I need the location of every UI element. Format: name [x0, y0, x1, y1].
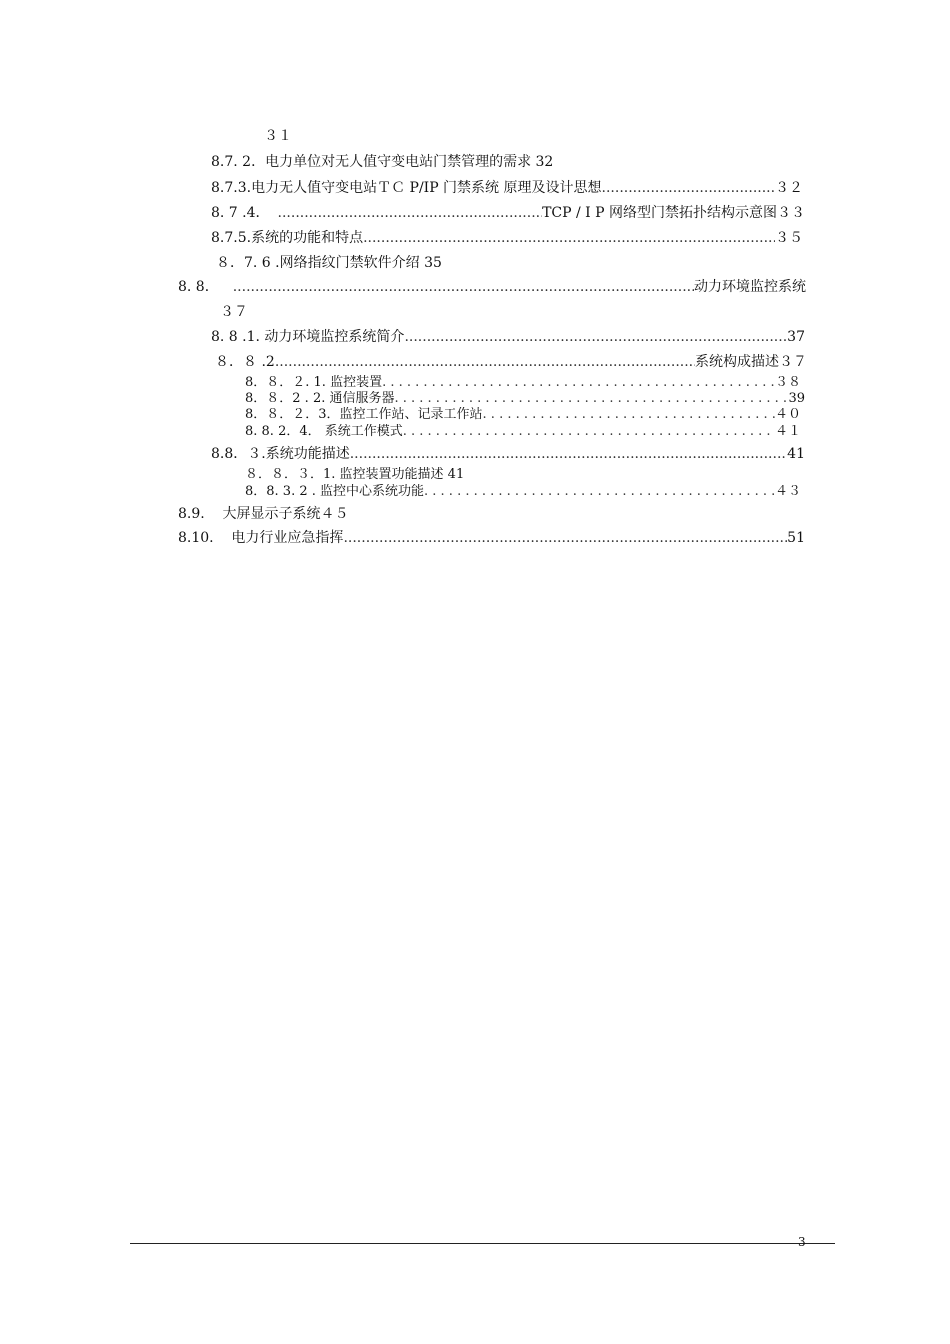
toc-label: 动力环境监控系统 — [694, 279, 806, 295]
toc-label: 8．８．２．3．监控工作站、记录工作站 — [245, 407, 483, 422]
toc-label: 8.8．３.系统功能描述 — [211, 446, 350, 462]
toc-entry-8-9[interactable] — [178, 505, 349, 523]
toc-leader — [233, 278, 694, 296]
toc-text: ８．7. 6 .网络指纹门禁软件介绍 35 — [216, 255, 442, 271]
toc-entry-8-8-2-3[interactable] — [245, 407, 801, 423]
toc-label: 8.7.3.电力无人值守变电站ＴＣ P/IP 门禁系统 原理及设计思想 — [211, 180, 602, 196]
toc-label: 8. 8 .1. 动力环境监控系统简介 — [211, 329, 405, 345]
toc-leader — [403, 424, 775, 440]
toc-number: ８．８ .2 — [215, 354, 275, 370]
toc-page: ３８ — [774, 375, 801, 390]
toc-page: ４３ — [774, 484, 801, 499]
footer-divider — [130, 1243, 835, 1244]
toc-leader — [483, 407, 775, 423]
toc-entry-8-7-2[interactable] — [211, 153, 553, 171]
toc-page: 37 — [787, 329, 805, 345]
toc-entry-8-8-2-2[interactable] — [245, 391, 805, 407]
toc-leader — [363, 229, 775, 247]
toc-page: ３２ — [775, 180, 803, 196]
toc-text: ３７ — [220, 304, 248, 320]
toc-label: 8．８．2 . 2. 通信服务器 — [245, 391, 395, 406]
toc-entry-8-8-3[interactable] — [211, 445, 805, 463]
toc-number: 8. 7 .4． — [211, 205, 270, 221]
toc-leader — [394, 391, 788, 407]
toc-label: 8.10. 电力行业应急指挥 — [178, 530, 344, 546]
toc-entry-8-8-2[interactable] — [215, 353, 807, 371]
toc-entry-8-7-6[interactable] — [216, 254, 442, 272]
toc-text: 8.9. 大屏显示子系统４５ — [178, 506, 349, 522]
toc-label: 8.7.5.系统的功能和特点 — [211, 230, 364, 246]
toc-number: 8. 8． — [178, 279, 219, 295]
toc-label: 系统构成描述３７ — [695, 354, 807, 370]
page-number: 3 — [798, 1235, 806, 1249]
toc-page: 41 — [787, 446, 805, 462]
toc-continuation-page — [264, 127, 292, 145]
toc-entry-8-7-3[interactable] — [211, 179, 803, 197]
toc-label: 8．８．２. 1. 监控装置 — [245, 375, 383, 390]
toc-entry-8-7-4[interactable] — [211, 204, 805, 222]
toc-continuation-page — [220, 303, 248, 321]
toc-label: 8. 8. 2．4． 系统工作模式 — [245, 424, 403, 439]
toc-leader — [424, 484, 775, 500]
toc-page: ４０ — [774, 407, 801, 422]
toc-leader — [343, 529, 787, 547]
toc-entry-8-10[interactable] — [178, 529, 805, 547]
toc-page: ４１ — [774, 424, 801, 439]
toc-leader — [382, 375, 775, 391]
toc-entry-8-8[interactable] — [178, 278, 806, 296]
toc-leader — [602, 179, 775, 197]
toc-leader — [404, 328, 787, 346]
toc-text: 8.7. 2．电力单位对无人值守变电站门禁管理的需求 32 — [211, 154, 554, 170]
toc-entry-8-8-2-4[interactable] — [245, 424, 801, 440]
toc-page: 39 — [788, 391, 805, 406]
toc-page: ３５ — [775, 230, 803, 246]
toc-entry-8-8-3-2[interactable] — [245, 484, 801, 500]
toc-entry-8-7-5[interactable] — [211, 229, 803, 247]
toc-leader — [278, 204, 543, 222]
toc-leader — [350, 445, 787, 463]
toc-label: TCP / I P 网络型门禁拓扑结构示意图３３ — [542, 205, 805, 221]
toc-entry-8-8-2-1[interactable] — [245, 375, 801, 391]
toc-leader — [275, 353, 695, 371]
toc-page: 51 — [787, 530, 805, 546]
toc-entry-8-8-1[interactable] — [211, 328, 805, 346]
toc-entry-8-8-3-1[interactable] — [245, 467, 464, 483]
toc-text: ３１ — [264, 128, 292, 144]
toc-label: 8．8. 3. 2 . 监控中心系统功能 — [245, 484, 425, 499]
toc-text: ８．８．３．1. 监控装置功能描述 41 — [245, 467, 465, 482]
